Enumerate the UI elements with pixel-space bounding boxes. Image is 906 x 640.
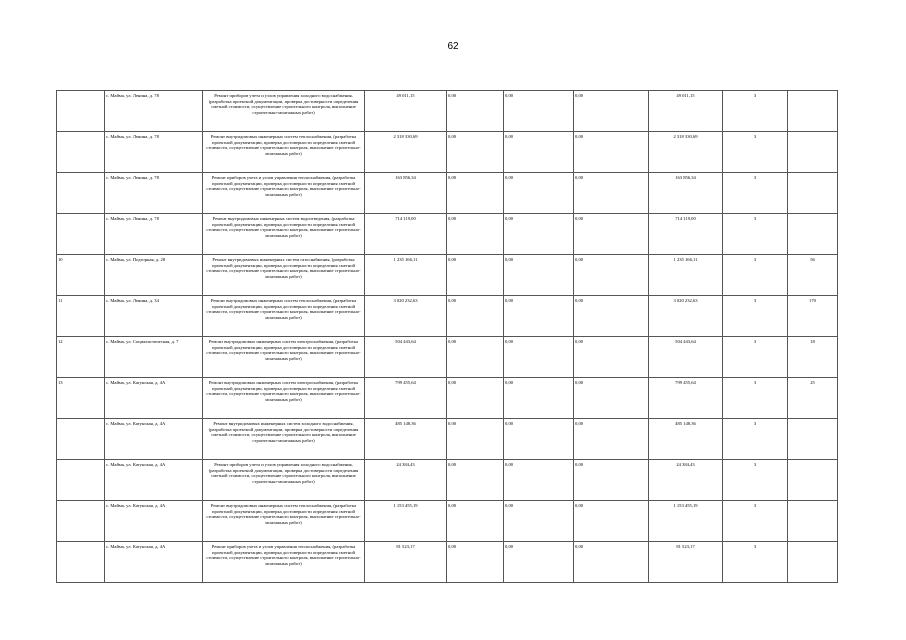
total-cell: 49 011,15: [649, 91, 723, 132]
value-cell-3: 0,00: [574, 255, 649, 296]
extra-cell: 170: [788, 296, 838, 337]
page-number: 62: [447, 41, 459, 52]
table-row: [57, 91, 838, 132]
work-description-cell: Ремонт внутридомовых инженерных систем теплоснабжения, (разработка проектной документации, проверка достоверности определения сметной стоимости, осуществление строительного контроля, выполнение строительно-монтажных работ): [203, 132, 365, 173]
cost-cell: 485 148,36: [365, 419, 447, 460]
work-description-cell: Ремонт внутридомовых инженерных систем электроснабжения, (разработка проектной документации, проверка достоверности определения сметной стоимости, осуществление строительного контроля, выполнение строительно-монтажных работ): [203, 378, 365, 419]
address-cell: с. Майма, ул. Катунская, д. 4А: [105, 419, 203, 460]
value-cell-2: 0,00: [504, 501, 574, 542]
table-row: [57, 501, 838, 542]
work-description-cell: Ремонт внутридомовых инженерных систем холодного водоснабжения, (разработка проектной документации, проверка достоверности определения сметной стоимости, осуществление строительного контроля, выполнение строительно-монтажных работ): [203, 419, 365, 460]
table-row: [57, 460, 838, 501]
work-description-cell: Ремонт приборов учета и узлов управления теплоснабжения, (разработка проектной документации, проверка достоверности определения сметной стоимости, осуществление строительного контроля, выполнение строительно-монтажных работ): [203, 173, 365, 214]
address-cell: с. Майма, ул. Ленина, д. 78: [105, 173, 203, 214]
table-row: [57, 132, 838, 173]
row-number: [57, 419, 105, 460]
value-cell-1: 0,00: [447, 378, 504, 419]
total-cell: 2 318 330,69: [649, 132, 723, 173]
work-description-cell: Ремонт приборов учета и узлов управления холодного водоснабжения, (разработка проектной документации, проверка достоверности определения сметной стоимости, осуществление строительного контроля, выполнение строительно-монтажных работ): [203, 91, 365, 132]
cost-cell: 49 011,15: [365, 91, 447, 132]
code-cell: 3: [723, 91, 788, 132]
total-cell: 799 455,64: [649, 378, 723, 419]
value-cell-1: 0,00: [447, 542, 504, 583]
value-cell-3: 0,00: [574, 91, 649, 132]
value-cell-2: 0,00: [504, 255, 574, 296]
address-cell: с. Майма, ул. Социалистическая, д. 7: [105, 337, 203, 378]
value-cell-3: 0,00: [574, 173, 649, 214]
work-description-cell: Ремонт внутридомовых инженерных систем газоснабжения, (разработка проектной документации, проверка достоверности определения сметной стоимости, осуществление строительного контроля, выполнение строительно-монтажных работ): [203, 255, 365, 296]
work-description-cell: Ремонт внутридомовых инженерных систем водоотведения, (разработка проектной документации, проверка достоверности определения сметной стоимости, осуществление строительного контроля, выполнение строительно-монтажных работ): [203, 214, 365, 255]
extra-cell: 56: [788, 255, 838, 296]
address-cell: с. Майма, ул. Ленина, д. 34: [105, 296, 203, 337]
cost-cell: 504 443,64: [365, 337, 447, 378]
cost-cell: 2 318 330,69: [365, 132, 447, 173]
code-cell: 3: [723, 460, 788, 501]
value-cell-2: 0,00: [504, 214, 574, 255]
extra-cell: [788, 501, 838, 542]
work-description-cell: Ремонт внутридомовых инженерных систем теплоснабжения, (разработка проектной документации, проверка достоверности определения сметной стоимости, осуществление строительного контроля, выполнение строительно-монтажных работ): [203, 296, 365, 337]
value-cell-3: 0,00: [574, 378, 649, 419]
code-cell: 3: [723, 542, 788, 583]
code-cell: 3: [723, 337, 788, 378]
code-cell: 3: [723, 378, 788, 419]
extra-cell: [788, 460, 838, 501]
address-cell: с. Майма, ул. Катунская, д. 4А: [105, 542, 203, 583]
table-row: [57, 173, 838, 214]
value-cell-1: 0,00: [447, 419, 504, 460]
extra-cell: [788, 132, 838, 173]
row-number: 13: [57, 378, 105, 419]
value-cell-3: 0,00: [574, 460, 649, 501]
code-cell: 3: [723, 255, 788, 296]
value-cell-2: 0,00: [504, 296, 574, 337]
cost-cell: 799 455,64: [365, 378, 447, 419]
row-number: [57, 214, 105, 255]
extra-cell: [788, 542, 838, 583]
code-cell: 3: [723, 501, 788, 542]
value-cell-3: 0,00: [574, 132, 649, 173]
table-row: [57, 542, 838, 583]
work-description-cell: Ремонт внутридомовых инженерных систем теплоснабжения, (разработка проектной документации, проверка достоверности определения сметной стоимости, осуществление строительного контроля, выполнение строительно-монтажных работ): [203, 501, 365, 542]
value-cell-3: 0,00: [574, 214, 649, 255]
table-body: [57, 91, 838, 583]
row-number: [57, 501, 105, 542]
address-cell: с. Майма, ул. Ленина, д. 78: [105, 91, 203, 132]
cost-cell: 24 384,43: [365, 460, 447, 501]
cost-cell: 81 523,17: [365, 542, 447, 583]
cost-cell: 163 856,34: [365, 173, 447, 214]
value-cell-2: 0,00: [504, 337, 574, 378]
code-cell: 3: [723, 132, 788, 173]
total-cell: 1 235 166,11: [649, 255, 723, 296]
work-description-cell: Ремонт внутридомовых инженерных систем электроснабжения, (разработка проектной документации, проверка достоверности определения сметной стоимости, осуществление строительного контроля, выполнение строительно-монтажных работ): [203, 337, 365, 378]
row-number: [57, 132, 105, 173]
value-cell-2: 0,00: [504, 132, 574, 173]
cost-cell: 1 235 166,11: [365, 255, 447, 296]
repair-works-table: [56, 90, 838, 583]
value-cell-2: 0,00: [504, 378, 574, 419]
cost-cell: 714 119,00: [365, 214, 447, 255]
table-row: [57, 378, 838, 419]
total-cell: 1 153 455,19: [649, 501, 723, 542]
value-cell-1: 0,00: [447, 91, 504, 132]
row-number: [57, 173, 105, 214]
code-cell: 3: [723, 214, 788, 255]
value-cell-1: 0,00: [447, 501, 504, 542]
value-cell-2: 0,00: [504, 419, 574, 460]
value-cell-3: 0,00: [574, 337, 649, 378]
total-cell: 24 384,43: [649, 460, 723, 501]
address-cell: с. Майма, ул. Катунская, д. 4А: [105, 501, 203, 542]
value-cell-1: 0,00: [447, 460, 504, 501]
table-row: [57, 255, 838, 296]
total-cell: 3 020 232,63: [649, 296, 723, 337]
total-cell: 714 119,00: [649, 214, 723, 255]
code-cell: 3: [723, 173, 788, 214]
value-cell-1: 0,00: [447, 173, 504, 214]
cost-cell: 1 153 455,19: [365, 501, 447, 542]
value-cell-1: 0,00: [447, 132, 504, 173]
extra-cell: [788, 419, 838, 460]
value-cell-2: 0,00: [504, 91, 574, 132]
value-cell-1: 0,00: [447, 255, 504, 296]
total-cell: 81 523,17: [649, 542, 723, 583]
value-cell-2: 0,00: [504, 173, 574, 214]
row-number: 11: [57, 296, 105, 337]
value-cell-3: 0,00: [574, 296, 649, 337]
value-cell-3: 0,00: [574, 542, 649, 583]
value-cell-1: 0,00: [447, 296, 504, 337]
row-number: [57, 542, 105, 583]
cost-cell: 3 020 232,63: [365, 296, 447, 337]
table-row: [57, 419, 838, 460]
total-cell: 485 148,36: [649, 419, 723, 460]
total-cell: 504 443,64: [649, 337, 723, 378]
value-cell-1: 0,00: [447, 337, 504, 378]
code-cell: 3: [723, 419, 788, 460]
value-cell-3: 0,00: [574, 501, 649, 542]
total-cell: 163 856,34: [649, 173, 723, 214]
address-cell: с. Майма, ул. Ленина, д. 78: [105, 214, 203, 255]
address-cell: с. Майма, ул. Катунская, д. 4А: [105, 460, 203, 501]
table-row: [57, 296, 838, 337]
value-cell-2: 0,00: [504, 460, 574, 501]
address-cell: с. Майма, ул. Ленина, д. 78: [105, 132, 203, 173]
row-number: 10: [57, 255, 105, 296]
extra-cell: [788, 91, 838, 132]
code-cell: 3: [723, 296, 788, 337]
row-number: 12: [57, 337, 105, 378]
value-cell-3: 0,00: [574, 419, 649, 460]
table-row: [57, 337, 838, 378]
row-number: [57, 91, 105, 132]
extra-cell: 25: [788, 378, 838, 419]
address-cell: с. Майма, ул. Подгорная, д. 28: [105, 255, 203, 296]
extra-cell: 18: [788, 337, 838, 378]
row-number: [57, 460, 105, 501]
extra-cell: [788, 173, 838, 214]
table-row: [57, 214, 838, 255]
extra-cell: [788, 214, 838, 255]
address-cell: с. Майма, ул. Катунская, д. 4А: [105, 378, 203, 419]
value-cell-1: 0,00: [447, 214, 504, 255]
value-cell-2: 0,00: [504, 542, 574, 583]
work-description-cell: Ремонт приборов учета и узлов управления теплоснабжения, (разработка проектной документации, проверка достоверности определения сметной стоимости, осуществление строительного контроля, выполнение строительно-монтажных работ): [203, 542, 365, 583]
work-description-cell: Ремонт приборов учета и узлов управления холодного водоснабжения, (разработка проектной документации, проверка достоверности определения сметной стоимости, осуществление строительного контроля, выполнение строительно-монтажных работ): [203, 460, 365, 501]
